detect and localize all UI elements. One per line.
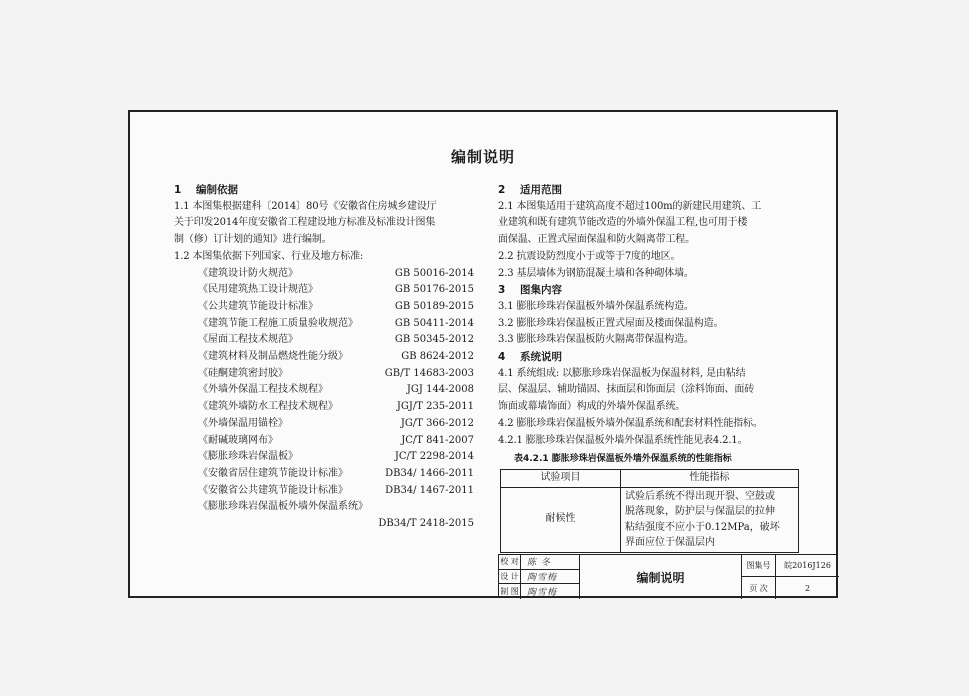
standard-code: JGJ 144-2008 [406, 384, 474, 396]
page-label: 页 次 [742, 577, 776, 599]
check-label: 校 对 [499, 555, 521, 569]
draw-label: 制 图 [499, 584, 521, 599]
para-4-1-line-1: 4.1 系统组成: 以膨胀珍珠岩保温板为保温材料, 是由粘结 [498, 367, 746, 379]
para-3-1: 3.1 膨胀珍珠岩保温板外墙外保温系统构造。 [498, 300, 694, 312]
sheet-meta [741, 555, 839, 599]
standard-code: GB/T 14683-2003 [384, 367, 474, 379]
para-1-1-line-2: 关于印发2014年度安徽省工程建设地方标准及标准设计图集 [174, 217, 436, 229]
standard-name: 《公共建筑节能设计标准》 [198, 300, 318, 312]
table-item-cell: 耐候性 [501, 487, 621, 552]
page-title: 编制说明 [450, 148, 515, 166]
standard-name: 《建筑设计防火规范》 [198, 267, 298, 279]
table-row [501, 487, 799, 552]
standard-row [174, 433, 474, 450]
section-2-heading [498, 182, 818, 199]
section-4-heading [498, 349, 818, 366]
standard-name: 《建筑节能工程施工质量验收规范》 [198, 317, 358, 329]
standard-code: JC/T 2298-2014 [394, 451, 474, 463]
table-req-line: 界面应位于保温层内 [625, 537, 715, 549]
standard-code: GB 50189-2015 [394, 300, 474, 312]
title-block [498, 554, 838, 598]
draw-signature [521, 584, 579, 599]
drawing-frame [128, 110, 838, 598]
section-1-title: 编制依据 [196, 184, 238, 196]
standard-row [174, 266, 474, 283]
table-head-item: 试验项目 [501, 469, 621, 487]
para-2-1-line-2: 业建筑和既有建筑节能改造的外墙外保温工程,也可用于楼 [498, 217, 748, 229]
standard-name: 《膨胀珍珠岩保温板外墙外保温系统》 [198, 501, 368, 513]
standard-row [174, 399, 474, 416]
table-req-line: 脱落现象，防护层与保温层的拉伸 [625, 506, 775, 518]
design-signature-text: 陶雪梅 [527, 572, 558, 583]
standard-code-last: DB34/T 2418-2015 [378, 518, 474, 530]
table-req-line: 粘结强度不应小于0.12MPa，破坏 [625, 521, 780, 533]
section-4-number: 4 [498, 351, 506, 364]
standard-name: 《硅酮建筑密封胶》 [198, 367, 288, 379]
standard-row [174, 449, 474, 466]
para-2-1-line-3: 面保温、正置式屋面保温和防火隔离带工程。 [498, 234, 695, 246]
table-header-row [501, 469, 799, 487]
atlas-value: 皖2016J126 [784, 561, 831, 570]
para-4-2-1: 4.2.1 膨胀珍珠岩保温板外墙外保温系统性能见表4.2.1。 [498, 434, 748, 446]
section-2-title: 适用范围 [520, 184, 562, 196]
standard-code: GB 50411-2014 [394, 317, 474, 329]
standard-code: GB 50016-2014 [394, 267, 474, 279]
standard-code: DB34/ 1467-2011 [385, 484, 474, 496]
draw-row [499, 584, 579, 599]
page-value: 2 [804, 583, 811, 593]
standard-row [174, 316, 474, 333]
page-row [742, 577, 839, 599]
performance-table [500, 469, 799, 553]
para-1-1-line-3: 制（修）订计划的通知》进行编制。 [174, 234, 332, 246]
standard-row [174, 466, 474, 483]
para-2-1-line-1: 2.1 本图集适用于建筑高度不超过100m的新建民用建筑、工 [498, 200, 762, 212]
left-column [174, 182, 474, 533]
para-4-2: 4.2 膨胀珍珠岩保温板外墙外保温系统和配套材料性能指标。 [498, 417, 763, 429]
para-1-2: 1.2 本图集依据下列国家、行业及地方标准: [174, 250, 364, 262]
table-head-req: 性能指标 [621, 469, 799, 487]
standard-code: GB 8624-2012 [401, 351, 474, 363]
table-req-line: 试验后系统不得出现开裂、空鼓或 [625, 490, 775, 502]
standard-name: 《外墙保温用锚栓》 [198, 417, 288, 429]
standard-code: JC/T 841-2007 [401, 434, 474, 446]
check-signature-text: 陈 冬 [527, 558, 551, 569]
para-3-3: 3.3 膨胀珍珠岩保温板防火隔离带保温构造。 [498, 334, 694, 346]
design-signature [521, 570, 579, 584]
table-caption: 表4.2.1 膨胀珍珠岩保温板外墙外保温系统的性能指标 [514, 454, 732, 465]
table-req-cell [621, 487, 799, 552]
standard-code: GB 50345-2012 [394, 334, 474, 346]
standard-row [174, 416, 474, 433]
right-column [498, 182, 818, 553]
standard-name: 《外墙外保温工程技术规程》 [198, 384, 328, 396]
standard-code: DB34/ 1466-2011 [385, 467, 474, 479]
atlas-row [742, 555, 839, 577]
para-4-1-line-2: 层、保温层、辅助锚固、抹面层和饰面层（涂料饰面、面砖 [498, 384, 755, 396]
standard-row-last [174, 499, 474, 516]
standard-row [174, 483, 474, 500]
standards-list [174, 266, 474, 533]
section-2-number: 2 [498, 184, 506, 196]
standard-name: 《屋面工程技术规范》 [198, 334, 298, 346]
check-signature [521, 555, 579, 569]
signature-rows [499, 555, 579, 599]
section-3-number: 3 [498, 284, 506, 297]
design-label: 设 计 [499, 570, 521, 584]
standard-row [174, 332, 474, 349]
section-3-heading [498, 282, 818, 299]
standard-name: 《建筑材料及制品燃烧性能分级》 [198, 351, 348, 363]
check-row [499, 555, 579, 570]
standard-name: 《安徽省居住建筑节能设计标准》 [198, 467, 348, 479]
section-3-title: 图集内容 [520, 284, 562, 297]
standard-row [174, 299, 474, 316]
section-4-title: 系统说明 [520, 351, 562, 364]
standard-name: 《安徽省公共建筑节能设计标准》 [198, 484, 348, 496]
para-3-2: 3.2 膨胀珍珠岩保温板正置式屋面及楼面保温构造。 [498, 317, 724, 329]
standard-row [174, 366, 474, 383]
draw-signature-text: 陶雪梅 [527, 588, 558, 599]
sheet-title: 编制说明 [579, 555, 741, 599]
para-4-1-line-3: 饰面或幕墙饰面）构成的外墙外保温系统。 [498, 401, 686, 413]
standard-name: 《民用建筑热工设计规范》 [198, 284, 318, 296]
standard-name: 《膨胀珍珠岩保温板》 [198, 451, 298, 463]
atlas-label: 图集号 [742, 555, 776, 576]
design-row [499, 570, 579, 585]
standard-name: 《建筑外墙防水工程技术规程》 [198, 401, 338, 413]
para-2-2: 2.2 抗震设防烈度小于或等于7度的地区。 [498, 250, 681, 262]
standard-code: JG/T 366-2012 [400, 417, 474, 429]
standard-row [174, 349, 474, 366]
section-1-number: 1 [174, 184, 182, 196]
para-2-3: 2.3 基层墙体为钢筋混凝土墙和各种砌体墙。 [498, 267, 694, 279]
section-1-heading [174, 182, 474, 199]
para-1-1-line-1: 1.1 本图集根据建科〔2014〕80号《安徽省住房城乡建设厅 [174, 200, 437, 212]
standard-name: 《耐碱玻璃网布》 [198, 434, 278, 446]
standard-code: GB 50176-2015 [394, 284, 474, 296]
standard-row [174, 382, 474, 399]
standard-code: JGJ/T 235-2011 [396, 401, 474, 413]
standard-row [174, 282, 474, 299]
